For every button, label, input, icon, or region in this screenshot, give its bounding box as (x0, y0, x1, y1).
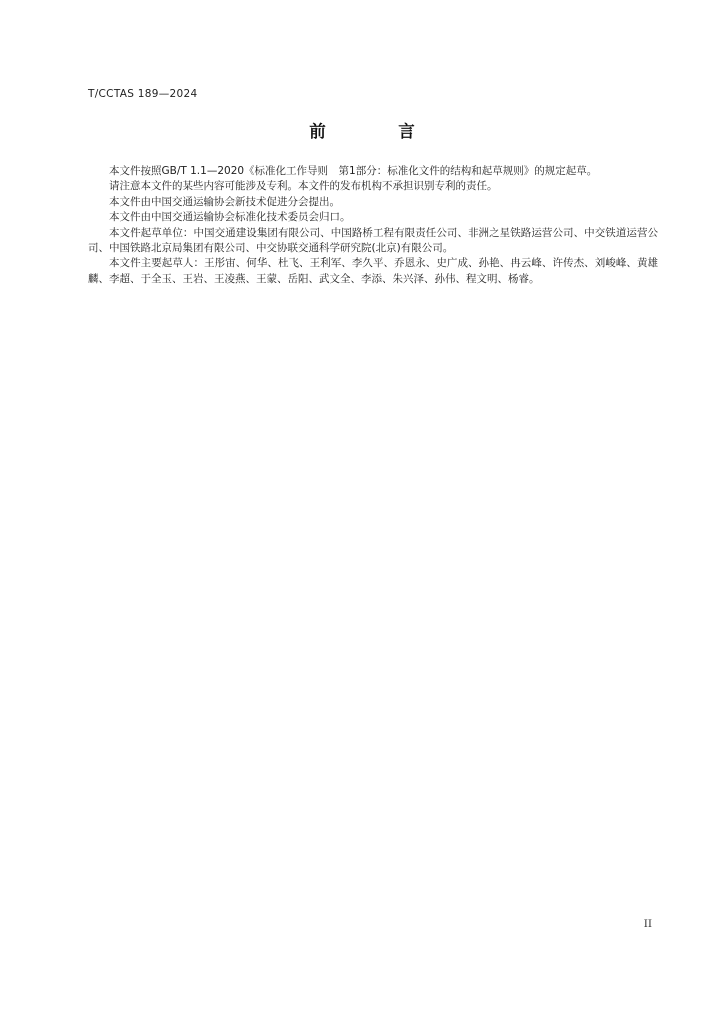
paragraph-drafting-basis: 本文件按照GB/T 1.1—2020《标准化工作导则 第1部分：标准化文件的结构和起草规则》的规定起草。 (109, 165, 598, 177)
document-code: T/CCTAS 189—2024 (88, 88, 198, 100)
paragraph-administrator: 本文件由中国交通运输协会标准化技术委员会归口。 (109, 211, 351, 224)
paragraph-patent-notice: 请注意本文件的某些内容可能涉及专利。本文件的发布机构不承担识别专利的责任。 (109, 180, 498, 193)
paragraph-drafting-units: 本文件起草单位：中国交通建设集团有限公司、中国路桥工程有限责任公司、非洲之星铁路运营公司、中交铁道运营公司、中国铁路北京局集团有限公司、中交协联交通科学研究院(北京)有限公司。 (88, 226, 658, 255)
page-number: II (643, 918, 652, 930)
foreword-body (88, 164, 658, 287)
paragraph-proposer: 本文件由中国交通运输协会新技术促进分会提出。 (109, 195, 340, 208)
paragraph-drafters: 本文件主要起草人：王彤宙、何华、杜飞、王利军、李久平、乔恩永、史广成、孙艳、冉云峰、许传杰、刘峻峰、黄雄麟、李超、于全玉、王岩、王凌燕、王蒙、岳阳、武文全、李添、朱兴泽、孙伟、程文明、杨睿。 (88, 257, 658, 285)
page-title: 前 言 (309, 122, 443, 141)
